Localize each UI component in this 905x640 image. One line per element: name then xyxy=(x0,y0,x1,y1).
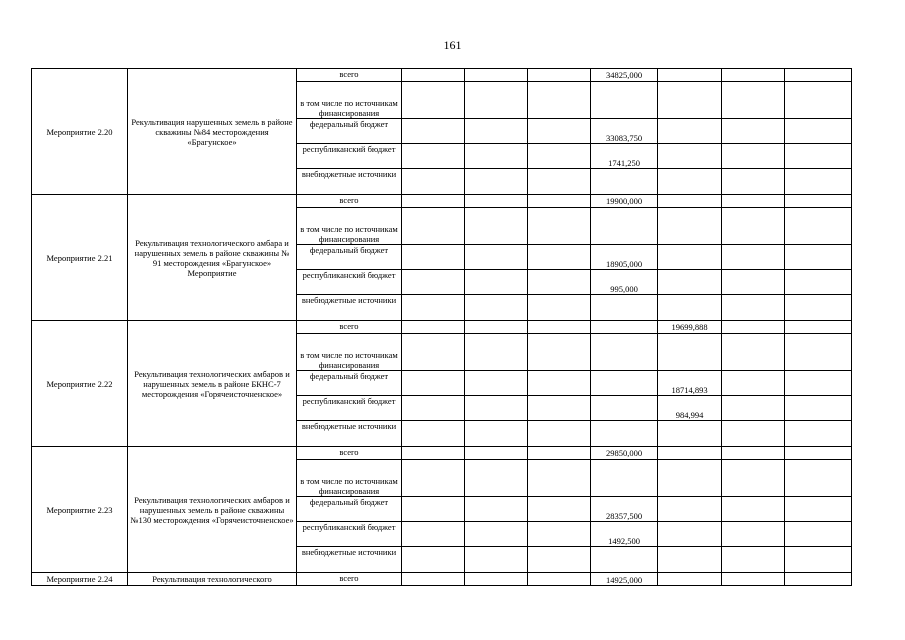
amount-cell xyxy=(658,69,722,82)
amount-cell xyxy=(785,195,852,208)
amount-cell xyxy=(658,497,722,522)
amount-cell xyxy=(785,497,852,522)
amount-cell xyxy=(785,421,852,447)
amount-cell xyxy=(402,69,465,82)
amount-cell xyxy=(785,522,852,547)
amount-cell xyxy=(465,522,528,547)
amount-cell xyxy=(658,421,722,447)
amount-cell xyxy=(465,573,528,586)
amount-cell xyxy=(402,144,465,169)
amount-cell xyxy=(658,245,722,270)
amount-cell xyxy=(785,321,852,334)
measure-code: Мероприятие 2.20 xyxy=(32,69,128,195)
amount-cell xyxy=(465,547,528,573)
measure-title: Рекультивация технологических амбаров и нарушенных земель в районе скважины №130 месторождения «Горячеисточненское» xyxy=(128,447,297,573)
funding-source-label: федеральный бюджет xyxy=(297,497,402,522)
amount-cell xyxy=(658,82,722,119)
amount-cell xyxy=(528,82,591,119)
funding-source-label: всего xyxy=(297,321,402,334)
amount-cell xyxy=(402,371,465,396)
amount-cell xyxy=(465,396,528,421)
amount-cell xyxy=(528,547,591,573)
amount-cell: 984,994 xyxy=(658,396,722,421)
funding-source-label: в том числе по источникам финансирования xyxy=(297,82,402,119)
amount-cell xyxy=(465,208,528,245)
amount-cell xyxy=(402,522,465,547)
amount-cell xyxy=(785,69,852,82)
funding-source-label: республиканский бюджет xyxy=(297,522,402,547)
amount-cell xyxy=(591,321,658,334)
amount-cell xyxy=(785,82,852,119)
funding-source-label: федеральный бюджет xyxy=(297,245,402,270)
amount-cell xyxy=(465,421,528,447)
amount-cell xyxy=(722,334,785,371)
amount-cell xyxy=(465,245,528,270)
amount-cell xyxy=(528,295,591,321)
amount-cell xyxy=(465,144,528,169)
amount-cell xyxy=(785,295,852,321)
amount-cell: 34825,000 xyxy=(591,69,658,82)
funding-source-label: республиканский бюджет xyxy=(297,396,402,421)
amount-cell: 29850,000 xyxy=(591,447,658,460)
amount-cell xyxy=(528,169,591,195)
amount-cell xyxy=(658,144,722,169)
amount-cell xyxy=(528,270,591,295)
amount-cell: 995,000 xyxy=(591,270,658,295)
amount-cell xyxy=(722,371,785,396)
amount-cell xyxy=(528,144,591,169)
amount-cell xyxy=(402,119,465,144)
funding-source-label: в том числе по источникам финансирования xyxy=(297,460,402,497)
amount-cell xyxy=(722,208,785,245)
amount-cell xyxy=(528,208,591,245)
measure-code: Мероприятие 2.22 xyxy=(32,321,128,447)
amount-cell xyxy=(402,421,465,447)
funding-source-label: в том числе по источникам финансирования xyxy=(297,208,402,245)
amount-cell xyxy=(465,460,528,497)
amount-cell: 18905,000 xyxy=(591,245,658,270)
amount-cell xyxy=(528,321,591,334)
amount-cell xyxy=(402,396,465,421)
amount-cell xyxy=(528,371,591,396)
amount-cell xyxy=(785,460,852,497)
measure-title: Рекультивация технологических амбаров и нарушенных земель в районе БКНС-7 месторождения «Горячеисточненское» xyxy=(128,321,297,447)
amount-cell xyxy=(402,270,465,295)
amount-cell xyxy=(658,195,722,208)
table-row xyxy=(32,195,852,208)
amount-cell xyxy=(402,169,465,195)
amount-cell xyxy=(658,334,722,371)
amount-cell xyxy=(658,270,722,295)
amount-cell xyxy=(722,245,785,270)
amount-cell xyxy=(402,195,465,208)
amount-cell xyxy=(528,195,591,208)
budget-table xyxy=(31,68,852,586)
amount-cell xyxy=(591,295,658,321)
amount-cell xyxy=(528,497,591,522)
funding-source-label: внебюджетные источники xyxy=(297,169,402,195)
amount-cell xyxy=(785,547,852,573)
funding-source-label: внебюджетные источники xyxy=(297,547,402,573)
amount-cell xyxy=(591,169,658,195)
amount-cell xyxy=(402,245,465,270)
amount-cell xyxy=(722,547,785,573)
amount-cell xyxy=(722,321,785,334)
amount-cell xyxy=(785,245,852,270)
funding-source-label: в том числе по источникам финансирования xyxy=(297,334,402,371)
amount-cell: 19699,888 xyxy=(658,321,722,334)
amount-cell xyxy=(658,573,722,586)
amount-cell xyxy=(722,144,785,169)
amount-cell xyxy=(465,371,528,396)
measure-title: Рекультивация технологического xyxy=(128,573,297,586)
amount-cell xyxy=(658,547,722,573)
amount-cell xyxy=(722,573,785,586)
amount-cell xyxy=(591,396,658,421)
amount-cell xyxy=(722,169,785,195)
amount-cell xyxy=(402,321,465,334)
amount-cell xyxy=(465,169,528,195)
amount-cell xyxy=(722,447,785,460)
amount-cell xyxy=(528,119,591,144)
amount-cell xyxy=(528,69,591,82)
funding-source-label: федеральный бюджет xyxy=(297,371,402,396)
amount-cell xyxy=(785,119,852,144)
measure-title: Рекультивация технологического амбара и нарушенных земель в районе скважины № 91 месторождения «Брагунское» Мероприятие xyxy=(128,195,297,321)
amount-cell xyxy=(722,195,785,208)
amount-cell xyxy=(722,522,785,547)
amount-cell xyxy=(591,421,658,447)
amount-cell xyxy=(658,119,722,144)
funding-source-label: внебюджетные источники xyxy=(297,421,402,447)
amount-cell: 18714,893 xyxy=(658,371,722,396)
amount-cell xyxy=(722,82,785,119)
funding-source-label: федеральный бюджет xyxy=(297,119,402,144)
amount-cell xyxy=(722,460,785,497)
measure-code: Мероприятие 2.21 xyxy=(32,195,128,321)
amount-cell xyxy=(722,119,785,144)
amount-cell xyxy=(591,334,658,371)
amount-cell xyxy=(591,82,658,119)
amount-cell xyxy=(528,396,591,421)
amount-cell xyxy=(465,334,528,371)
table-row xyxy=(32,573,852,586)
amount-cell xyxy=(722,396,785,421)
page-number: 161 xyxy=(443,38,462,52)
amount-cell xyxy=(402,295,465,321)
amount-cell: 28357,500 xyxy=(591,497,658,522)
amount-cell xyxy=(722,295,785,321)
amount-cell xyxy=(528,421,591,447)
amount-cell xyxy=(785,396,852,421)
amount-cell xyxy=(465,497,528,522)
amount-cell xyxy=(402,82,465,119)
amount-cell xyxy=(465,321,528,334)
amount-cell xyxy=(465,195,528,208)
amount-cell: 19900,000 xyxy=(591,195,658,208)
funding-source-label: всего xyxy=(297,195,402,208)
amount-cell xyxy=(402,573,465,586)
amount-cell xyxy=(465,270,528,295)
amount-cell xyxy=(528,447,591,460)
amount-cell: 14925,000 xyxy=(591,573,658,586)
funding-source-label: республиканский бюджет xyxy=(297,270,402,295)
funding-source-label: всего xyxy=(297,69,402,82)
amount-cell xyxy=(591,371,658,396)
table-row xyxy=(32,447,852,460)
amount-cell: 33083,750 xyxy=(591,119,658,144)
amount-cell xyxy=(465,295,528,321)
amount-cell xyxy=(785,144,852,169)
amount-cell xyxy=(658,295,722,321)
measure-title: Рекультивация нарушенных земель в районе скважины №84 месторождения «Брагунское» xyxy=(128,69,297,195)
amount-cell xyxy=(785,371,852,396)
amount-cell xyxy=(785,208,852,245)
amount-cell xyxy=(785,270,852,295)
amount-cell xyxy=(528,573,591,586)
amount-cell xyxy=(785,447,852,460)
amount-cell xyxy=(658,169,722,195)
funding-source-label: республиканский бюджет xyxy=(297,144,402,169)
amount-cell xyxy=(465,119,528,144)
amount-cell xyxy=(402,547,465,573)
amount-cell xyxy=(591,208,658,245)
amount-cell xyxy=(722,421,785,447)
measure-code: Мероприятие 2.23 xyxy=(32,447,128,573)
amount-cell xyxy=(402,334,465,371)
amount-cell xyxy=(402,447,465,460)
amount-cell xyxy=(591,547,658,573)
amount-cell xyxy=(785,169,852,195)
amount-cell xyxy=(722,69,785,82)
amount-cell xyxy=(402,497,465,522)
amount-cell xyxy=(722,497,785,522)
measure-code: Мероприятие 2.24 xyxy=(32,573,128,586)
table-body xyxy=(32,69,852,586)
amount-cell: 1741,250 xyxy=(591,144,658,169)
amount-cell xyxy=(658,208,722,245)
amount-cell xyxy=(528,522,591,547)
funding-source-label: всего xyxy=(297,573,402,586)
amount-cell xyxy=(528,334,591,371)
amount-cell xyxy=(402,460,465,497)
amount-cell xyxy=(528,460,591,497)
amount-cell xyxy=(785,573,852,586)
amount-cell xyxy=(785,334,852,371)
amount-cell xyxy=(591,460,658,497)
amount-cell xyxy=(722,270,785,295)
funding-source-label: внебюджетные источники xyxy=(297,295,402,321)
table-row xyxy=(32,69,852,82)
amount-cell xyxy=(465,69,528,82)
amount-cell xyxy=(528,245,591,270)
table-row xyxy=(32,321,852,334)
amount-cell xyxy=(658,522,722,547)
amount-cell xyxy=(658,460,722,497)
amount-cell xyxy=(402,208,465,245)
amount-cell xyxy=(658,447,722,460)
amount-cell xyxy=(465,447,528,460)
funding-source-label: всего xyxy=(297,447,402,460)
amount-cell: 1492,500 xyxy=(591,522,658,547)
amount-cell xyxy=(465,82,528,119)
